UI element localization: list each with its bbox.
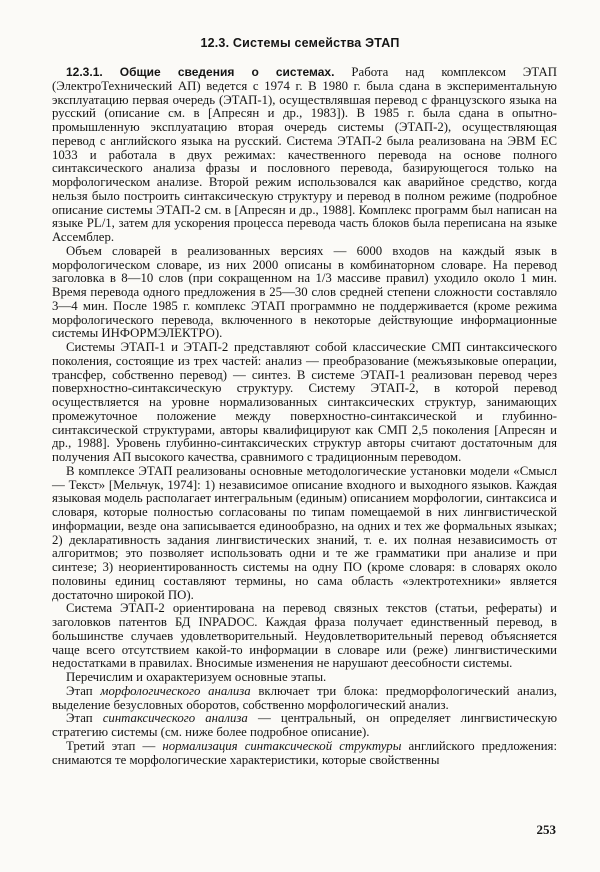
paragraph-methodology: В комплексе ЭТАП реализованы основные методологические установки модели «Смысл — Текст» [Мельчук, 1974]: 1) независимое описание входного и выходного языков. Каждая языковая модель располагает интегральным (единым) описанием морфологии, синтаксиса и словаря, которые полностью согласованы по типам помещаемой в них лингвистической информации, везде она записывается единообразно, на одних и тех же формальных языках; 2) декларативность задания лингвистических знаний, т. е. их полная независимость от алгоритмов; это позволяет использовать одни и те же грамматики при анализе и при синтезе; 3) неориентированность системы на одну ПО (кроме словаря: в словарях около половины единиц составляют термины, но сама область «электротехники» является достаточно широкой ПО). <box>52 463 557 602</box>
paragraph-text: Работа над комплексом ЭТАП (ЭлектроТехнический АП) ведется с 1974 г. В 1980 г. была сдана в экспериментальную эксплуатацию первая очередь (ЭТАП-1), осуществлявшая перевод с французского языка на русский (описание см. в [Апресян и др., 1983]). В 1985 г. была сдана в опытно-промышленную эксплуатацию вторая очередь системы (ЭТАП-2), осуществляющая перевод с английского языка на русский. Система ЭТАП-2 была реализована на ЭВМ ЕС 1033 и работала в двух режимах: качественного перевода на основе полного синтаксического анализа фразы и пословного перевода, базирующегося только на морфологическом анализе. Второй режим использовался как аварийное средство, когда нельзя было построить синтаксическую структуру и перевод в полном режиме (подробное описание системы ЭТАП-2 см. в [Апресян и др., 1988]. Комплекс программ был написан на языке PL/1, затем для ускорения процесса перевода часть блоков была переписана на языке Ассемблер. <box>52 65 558 244</box>
paragraph-general-info <box>52 66 557 245</box>
paragraph-syntactic-stage: Этап синтаксического анализа — центральный, он определяет лингвистическую стратегию системы (см. ниже более подробное описание). <box>52 711 558 739</box>
paragraph-normalization-stage: Третий этап — нормализация синтаксической структуры английского предложения: снимаются те морфологические характеристики, которые свойственны <box>52 738 558 767</box>
section-heading: 12.3. Системы семейства ЭТАП <box>200 36 400 50</box>
emphasis: синтаксического анализа <box>102 711 248 726</box>
paragraph-morphological-stage: Этап морфологического анализа включает три блока: предморфологический анализ, выделение безусловных оборотов, собственно морфологический анализ. <box>52 683 557 712</box>
paragraph-text-orientation: Система ЭТАП-2 ориентирована на перевод связных текстов (статьи, рефераты) и заголовков патентов БД INPADOC. Каждая фраза получает единственный перевод, в большинстве случаев удовлетворительный. Неудовлетворительный перевод объясняется чаще всего отсутствием какой-то информации в словаре или (реже) лингвистическими недостатками в правилах. Вносимые изменения не нарушают деесобности системы. <box>52 601 557 671</box>
paragraph-dictionary-volume: Объем словарей в реализованных версиях — 6000 входов на каждый язык в морфологическом словаре, из них 2000 описаны в комбинаторном словаре. На перевод заголовка в 8—10 слов (при сокращенном на 1/3 массиве правил) уходило около 1 мин. Время перевода одного предложения в 25—30 слов средней степени сложности составляло 3—4 мин. После 1985 г. комплекс ЭТАП программно не поддерживается (кроме режима морфологического перевода, включенного в некоторые действующие информационные системы ИНФОРМЭЛЕКТРО). <box>52 243 557 341</box>
page-number: 253 <box>536 822 556 837</box>
subsection-title: 12.3.1. Общие сведения о системах. <box>66 65 335 79</box>
paragraph-systems-generation: Системы ЭТАП-1 и ЭТАП-2 представляют собой классические СМП синтаксического поколения, состоящие из трех частей: анализ — преобразование (межъязыковые операции, трансфер, собственно перевод) — синтез. В системе ЭТАП-1 реализован перевод через поверхностно-синтаксическую структуру. Систему ЭТАП-2, в которой перевод осуществляется на уровне нормализованных синтаксических структур, занимающих промежуточное положение между поверхностно-синтаксической и глубинно-синтаксической структурами, авторы квалифицируют как СМП 2,5 поколения [Апресян и др., 1988]. Уровень глубинно-синтаксических структур авторы считают достаточным для получения АП высокого качества, сравнимого с традиционным переводом. <box>52 340 557 464</box>
body-text <box>52 66 557 767</box>
emphasis: нормализация синтаксической структуры <box>162 738 402 753</box>
emphasis: морфологического анализа <box>100 683 251 698</box>
paragraph-stages-intro: Перечислим и охарактеризуем основные этапы. <box>66 670 327 684</box>
